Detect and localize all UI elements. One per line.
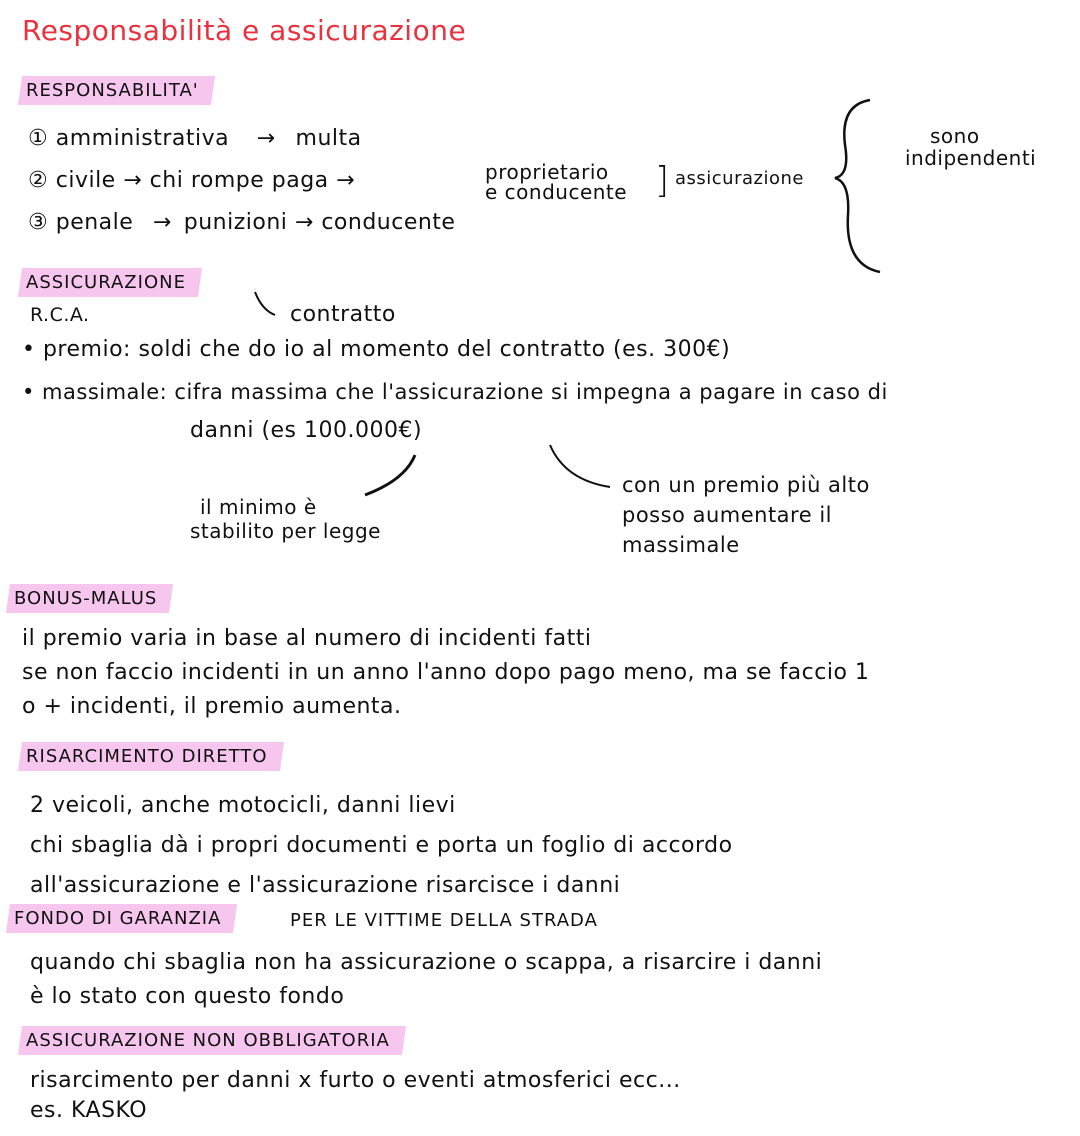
curved-arrow-icon bbox=[255, 292, 275, 315]
item-penale: ③ penale → punizioni → conducente bbox=[28, 210, 456, 235]
brace-icon bbox=[835, 100, 880, 272]
assicurazione-note: assicurazione bbox=[675, 168, 804, 189]
page-title: Responsabilità e assicurazione bbox=[22, 14, 467, 47]
premio-alto-note: con un premio più alto posso aumentare il massimale bbox=[622, 473, 870, 557]
section-heading-assicurazione: ASSICURAZIONE bbox=[18, 268, 202, 297]
item-civile: ② civile → chi rompe paga → bbox=[28, 168, 356, 193]
contratto-label: contratto bbox=[290, 302, 396, 327]
premio-line: • premio: soldi che do io al momento del contratto (es. 300€) bbox=[22, 337, 731, 362]
risarcimento-text: 2 veicoli, anche motocicli, danni lievi chi sbaglia dà i propri documenti e porta un foglio di accordo all'assicurazione e l'assicurazione risarcisce i danni bbox=[30, 793, 733, 898]
minimo-note: il minimo è stabilito per legge bbox=[190, 495, 381, 543]
bonus-malus-text: il premio varia in base al numero di incidenti fatti se non faccio incidenti in un anno l'anno dopo pago meno, ma se faccio 1 o + incidenti, il premio aumenta. bbox=[22, 626, 870, 719]
item-amministrativa: ① amministrativa → multa bbox=[28, 126, 362, 151]
arrow-down-left-icon bbox=[365, 455, 415, 495]
massimale-line: • massimale: cifra massima che l'assicurazione si impegna a pagare in caso di bbox=[22, 380, 888, 404]
fondo-text: quando chi sbaglia non ha assicurazione o scappa, a risarcire i danni è lo stato con questo fondo bbox=[30, 950, 823, 1009]
bracket: ] bbox=[655, 160, 670, 201]
side-note: sono indipendenti bbox=[905, 124, 1037, 170]
proprietario-conducente: proprietario e conducente bbox=[485, 160, 628, 204]
section-heading-non-obbligatoria: ASSICURAZIONE NON OBBLIGATORIA bbox=[18, 1026, 406, 1055]
section-heading-responsabilita: RESPONSABILITA' bbox=[18, 76, 215, 105]
section-heading-risarcimento: RISARCIMENTO DIRETTO bbox=[18, 742, 284, 771]
massimale-line-2: danni (es 100.000€) bbox=[190, 418, 423, 443]
arrow-down-right-icon bbox=[550, 445, 610, 487]
rca-label: R.C.A. bbox=[30, 304, 90, 326]
non-obbligatoria-text: risarcimento per danni x furto o eventi atmosferici ecc... es. KASKO bbox=[30, 1068, 681, 1123]
fondo-heading-rest: PER LE VITTIME DELLA STRADA bbox=[290, 910, 598, 931]
section-heading-bonus-malus: BONUS-MALUS bbox=[6, 584, 173, 613]
section-heading-fondo: FONDO DI GARANZIA bbox=[6, 904, 237, 933]
